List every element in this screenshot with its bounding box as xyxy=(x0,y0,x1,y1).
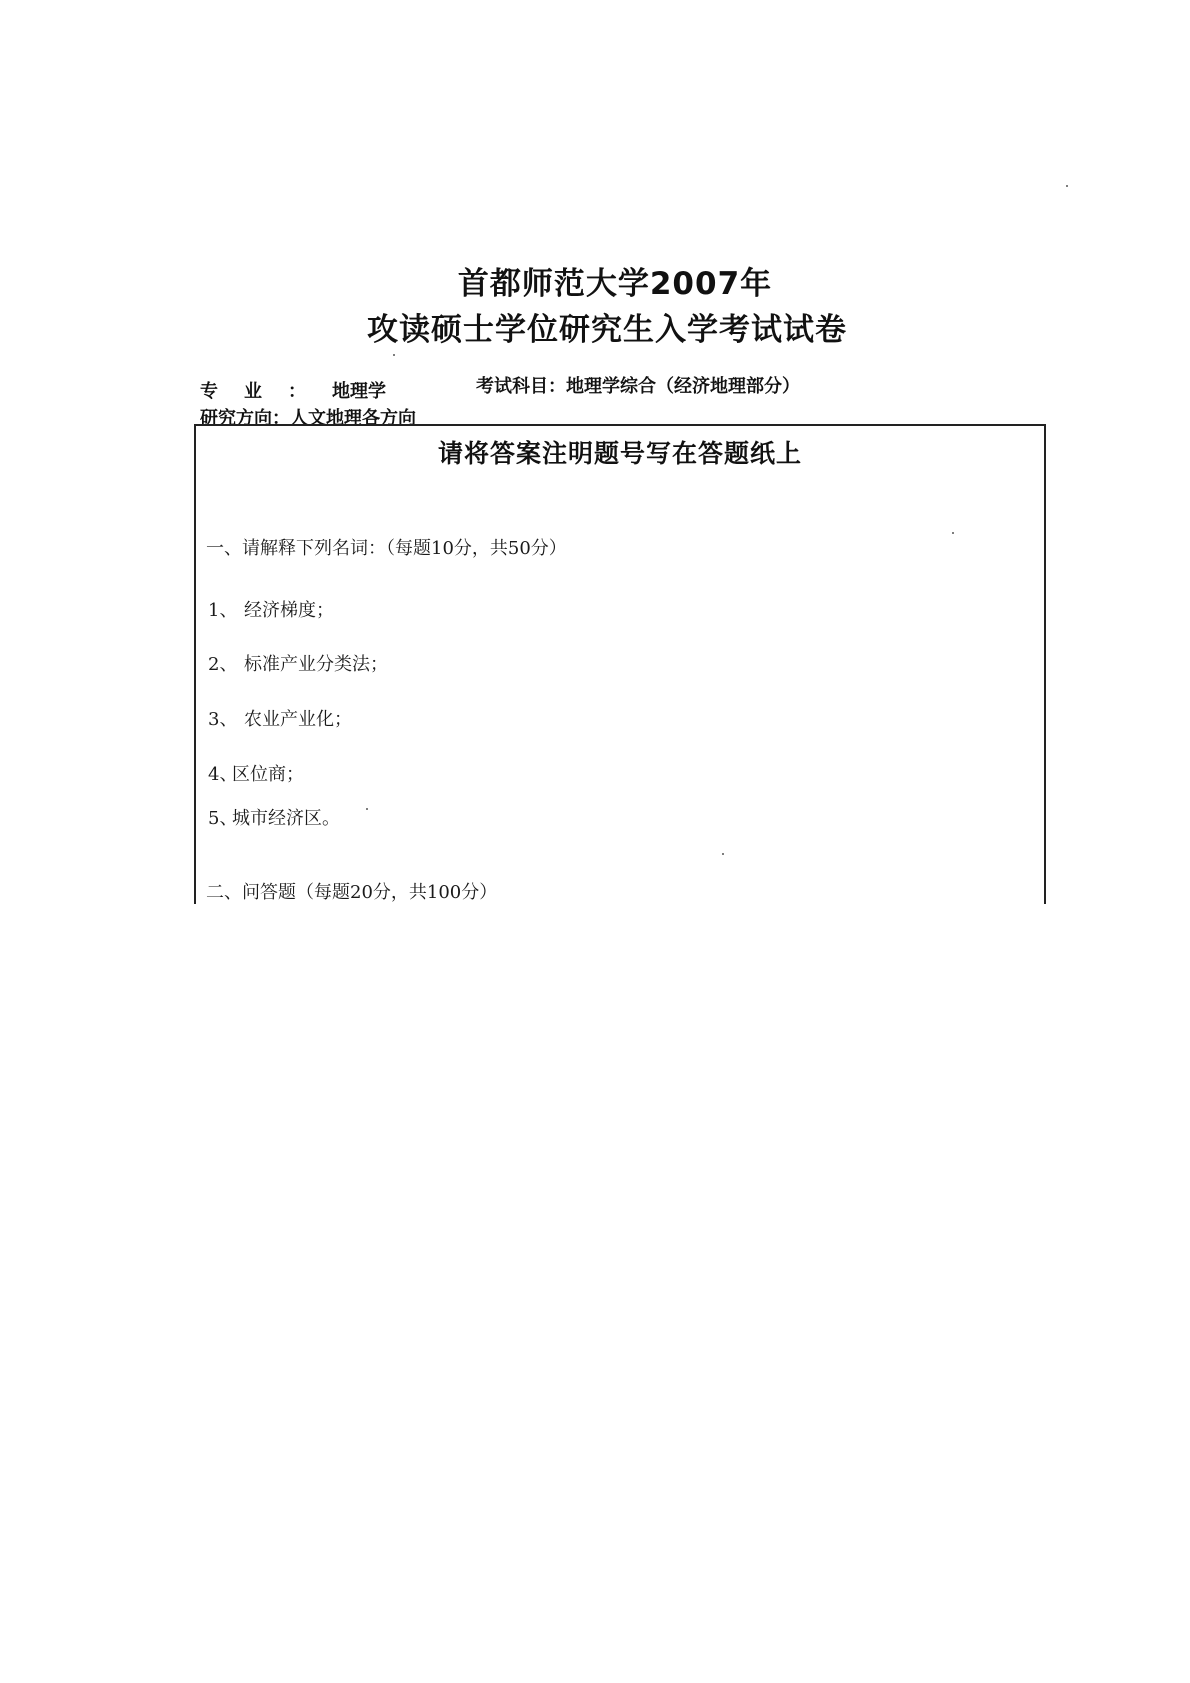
question-box xyxy=(194,424,1046,904)
list-item xyxy=(208,705,352,731)
item-number: 5、 xyxy=(208,808,238,829)
major-row xyxy=(200,377,386,403)
list-item xyxy=(208,804,340,830)
major-label: 专业： xyxy=(200,381,332,402)
answer-instruction: 请将答案注明题号写在答题纸上 xyxy=(437,439,802,468)
section1-heading: 一、请解释下列名词：（每题10分，共50分） xyxy=(206,538,567,559)
exam-title-university: 首都师范大学2007年 xyxy=(457,266,773,302)
exam-title-paper: 攻读硕士学位研究生入学考试试卷 xyxy=(367,312,847,348)
subject-row xyxy=(476,372,800,398)
scan-speck xyxy=(952,532,954,534)
list-item xyxy=(208,596,334,622)
item-number: 3、 xyxy=(208,709,238,730)
subject-label: 考试科目： xyxy=(476,376,566,397)
item-text: 区位商； xyxy=(232,764,304,785)
scan-speck xyxy=(722,853,724,855)
item-number: 1、 xyxy=(208,600,238,621)
item-number: 4、 xyxy=(208,764,238,785)
item-text: 标准产业分类法； xyxy=(244,654,388,675)
list-item xyxy=(208,760,304,786)
direction-value: 人文地理各方向 xyxy=(290,408,416,429)
scan-speck xyxy=(366,808,368,810)
item-text: 经济梯度； xyxy=(244,600,334,621)
subject-value: 地理学综合（经济地理部分） xyxy=(566,376,800,397)
scan-speck xyxy=(1066,185,1068,187)
direction-label: 研究方向： xyxy=(200,408,290,429)
list-item xyxy=(208,650,388,676)
major-value: 地理学 xyxy=(332,381,386,402)
item-text: 城市经济区。 xyxy=(232,808,340,829)
scan-speck xyxy=(393,354,395,356)
item-number: 2、 xyxy=(208,654,238,675)
item-text: 农业产业化； xyxy=(244,709,352,730)
section2-heading: 二、问答题（每题20分，共100分） xyxy=(206,882,498,903)
